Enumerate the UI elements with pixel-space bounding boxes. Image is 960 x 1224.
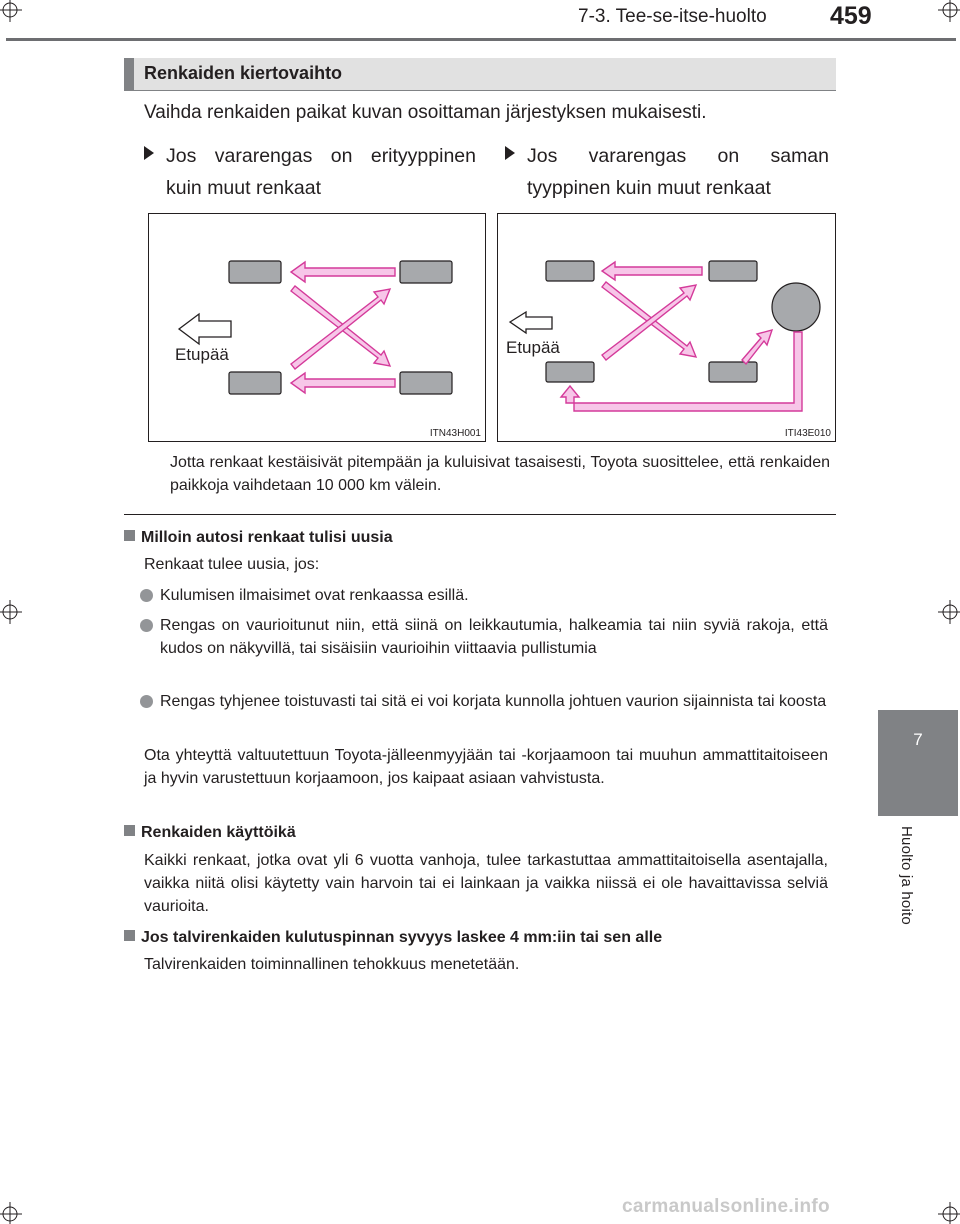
- crop-mark-mid-right: [930, 597, 960, 627]
- figure-code: ITI43E010: [784, 428, 831, 439]
- header-rule: [6, 38, 956, 41]
- tire-rear-right: [400, 372, 452, 394]
- lifetime-text: Kaikki renkaat, jotka ovat yli 6 vuotta vanhoja, tulee tarkastuttaa ammattitaitoisella asentajalla, vaikka niitä olisi käytetty vain harvoin tai ei lainkaan ja vaikka niissä ei ole havaittavissa selviä vaurioita.: [144, 852, 828, 915]
- box-title-rule: [124, 90, 836, 91]
- list-item: [140, 614, 828, 660]
- tire-rear-left: [229, 372, 281, 394]
- rotation-diagram-five-tire-svg: [498, 214, 835, 441]
- tire-front-left: [546, 261, 594, 281]
- rotation-diagram-four-tire: [148, 213, 486, 442]
- box-title-accent: [124, 58, 134, 90]
- square-bullet-icon: [124, 530, 135, 541]
- list-item: [140, 690, 828, 713]
- chapter-tab: [878, 710, 958, 816]
- left-heading-text: Jos vararengas on erityyppinen kuin muut renkaat: [166, 145, 476, 199]
- watermark: carmanualsonline.info: [622, 1196, 830, 1217]
- replace-closing: Ota yhteyttä valtuutettuun Toyota-jälleenmyyjään tai -korjaamoon tai muuhun ammattitaitoiseen ja hyvin varustettuun korjaamoon, jos kaipaat asiaan vahvistusta.: [144, 747, 828, 787]
- tire-front-left: [229, 261, 281, 283]
- tire-front-right: [400, 261, 452, 283]
- arrow-rear-right-to-spare: [742, 330, 772, 364]
- section-heading-replace: [124, 526, 393, 549]
- list-item-text: Rengas on vaurioitunut niin, että siinä on leikkautumia, halkeamia tai niin syviä rakoja, että kudos on näkyvillä, tai sisäisiin vaurioihin viittaavia pullistumia: [160, 617, 828, 657]
- triangle-bullet-icon: [144, 146, 154, 160]
- front-direction-arrow-icon: [510, 312, 552, 333]
- front-direction-arrow-icon: [179, 314, 231, 344]
- tire-front-right: [709, 261, 757, 281]
- intro-text: Vaihda renkaiden paikat kuvan osoittaman järjestyksen mukaisesti.: [144, 102, 707, 123]
- round-bullet-icon: [140, 695, 153, 708]
- chapter-number: 7: [913, 730, 923, 749]
- square-bullet-icon: [124, 930, 135, 941]
- box-bottom-rule: [124, 514, 836, 515]
- right-heading-text: Jos vararengas on saman tyyppinen kuin muut renkaat: [527, 145, 829, 199]
- section-label: 7-3. Tee-se-itse-huolto: [578, 6, 767, 27]
- section-heading-text: Jos talvirenkaiden kulutuspinnan syvyys laskee 4 mm:iin tai sen alle: [141, 929, 663, 946]
- front-label: Etupää: [506, 338, 560, 357]
- tire-rear-right: [709, 362, 757, 382]
- section-heading-lifetime: [124, 821, 296, 844]
- tire-rear-left: [546, 362, 594, 382]
- box-title-text: Renkaiden kiertovaihto: [144, 63, 343, 83]
- right-column-heading: [527, 140, 829, 204]
- section-heading-text: Milloin autosi renkaat tulisi uusia: [141, 529, 393, 546]
- list-item-text: Kulumisen ilmaisimet ovat renkaassa esillä.: [160, 587, 469, 604]
- box-title: [124, 58, 836, 90]
- left-column-heading: [166, 140, 476, 204]
- list-item-text: Rengas tyhjenee toistuvasti tai sitä ei voi korjata kunnolla johtuen vaurion sijainnista tai koosta: [160, 693, 827, 710]
- page-number: 459: [830, 2, 872, 30]
- arrow-right-to-left-front: [602, 262, 702, 280]
- replace-lead: Renkaat tulee uusia, jos:: [144, 556, 320, 573]
- crop-mark-top-right: [930, 0, 960, 30]
- round-bullet-icon: [140, 589, 153, 602]
- triangle-bullet-icon: [505, 146, 515, 160]
- crop-mark-bottom-left: [0, 1194, 30, 1224]
- section-heading-winter: [124, 926, 662, 949]
- rotation-diagram-four-tire-svg: [149, 214, 485, 441]
- rotation-diagram-five-tire: [497, 213, 836, 442]
- spare-tire: [772, 283, 820, 331]
- crop-mark-mid-left: [0, 597, 30, 627]
- rotation-note: Jotta renkaat kestäisivät pitempään ja kuluisivat tasaisesti, Toyota suosittelee, että renkaiden paikkoja vaihdetaan 10 000 km välein.: [170, 454, 830, 494]
- winter-text: Talvirenkaiden toiminnallinen tehokkuus menetetään.: [144, 956, 520, 973]
- arrow-right-to-left-front: [291, 262, 395, 282]
- chapter-label: Huolto ja hoito: [898, 826, 915, 925]
- round-bullet-icon: [140, 619, 153, 632]
- arrow-right-to-left-rear: [291, 373, 395, 393]
- section-heading-text: Renkaiden käyttöikä: [141, 824, 296, 841]
- list-item: [140, 584, 828, 607]
- figure-code: ITN43H001: [429, 428, 481, 439]
- crop-mark-top-left: [0, 0, 30, 30]
- square-bullet-icon: [124, 825, 135, 836]
- crop-mark-bottom-right: [930, 1194, 960, 1224]
- front-label: Etupää: [175, 345, 229, 364]
